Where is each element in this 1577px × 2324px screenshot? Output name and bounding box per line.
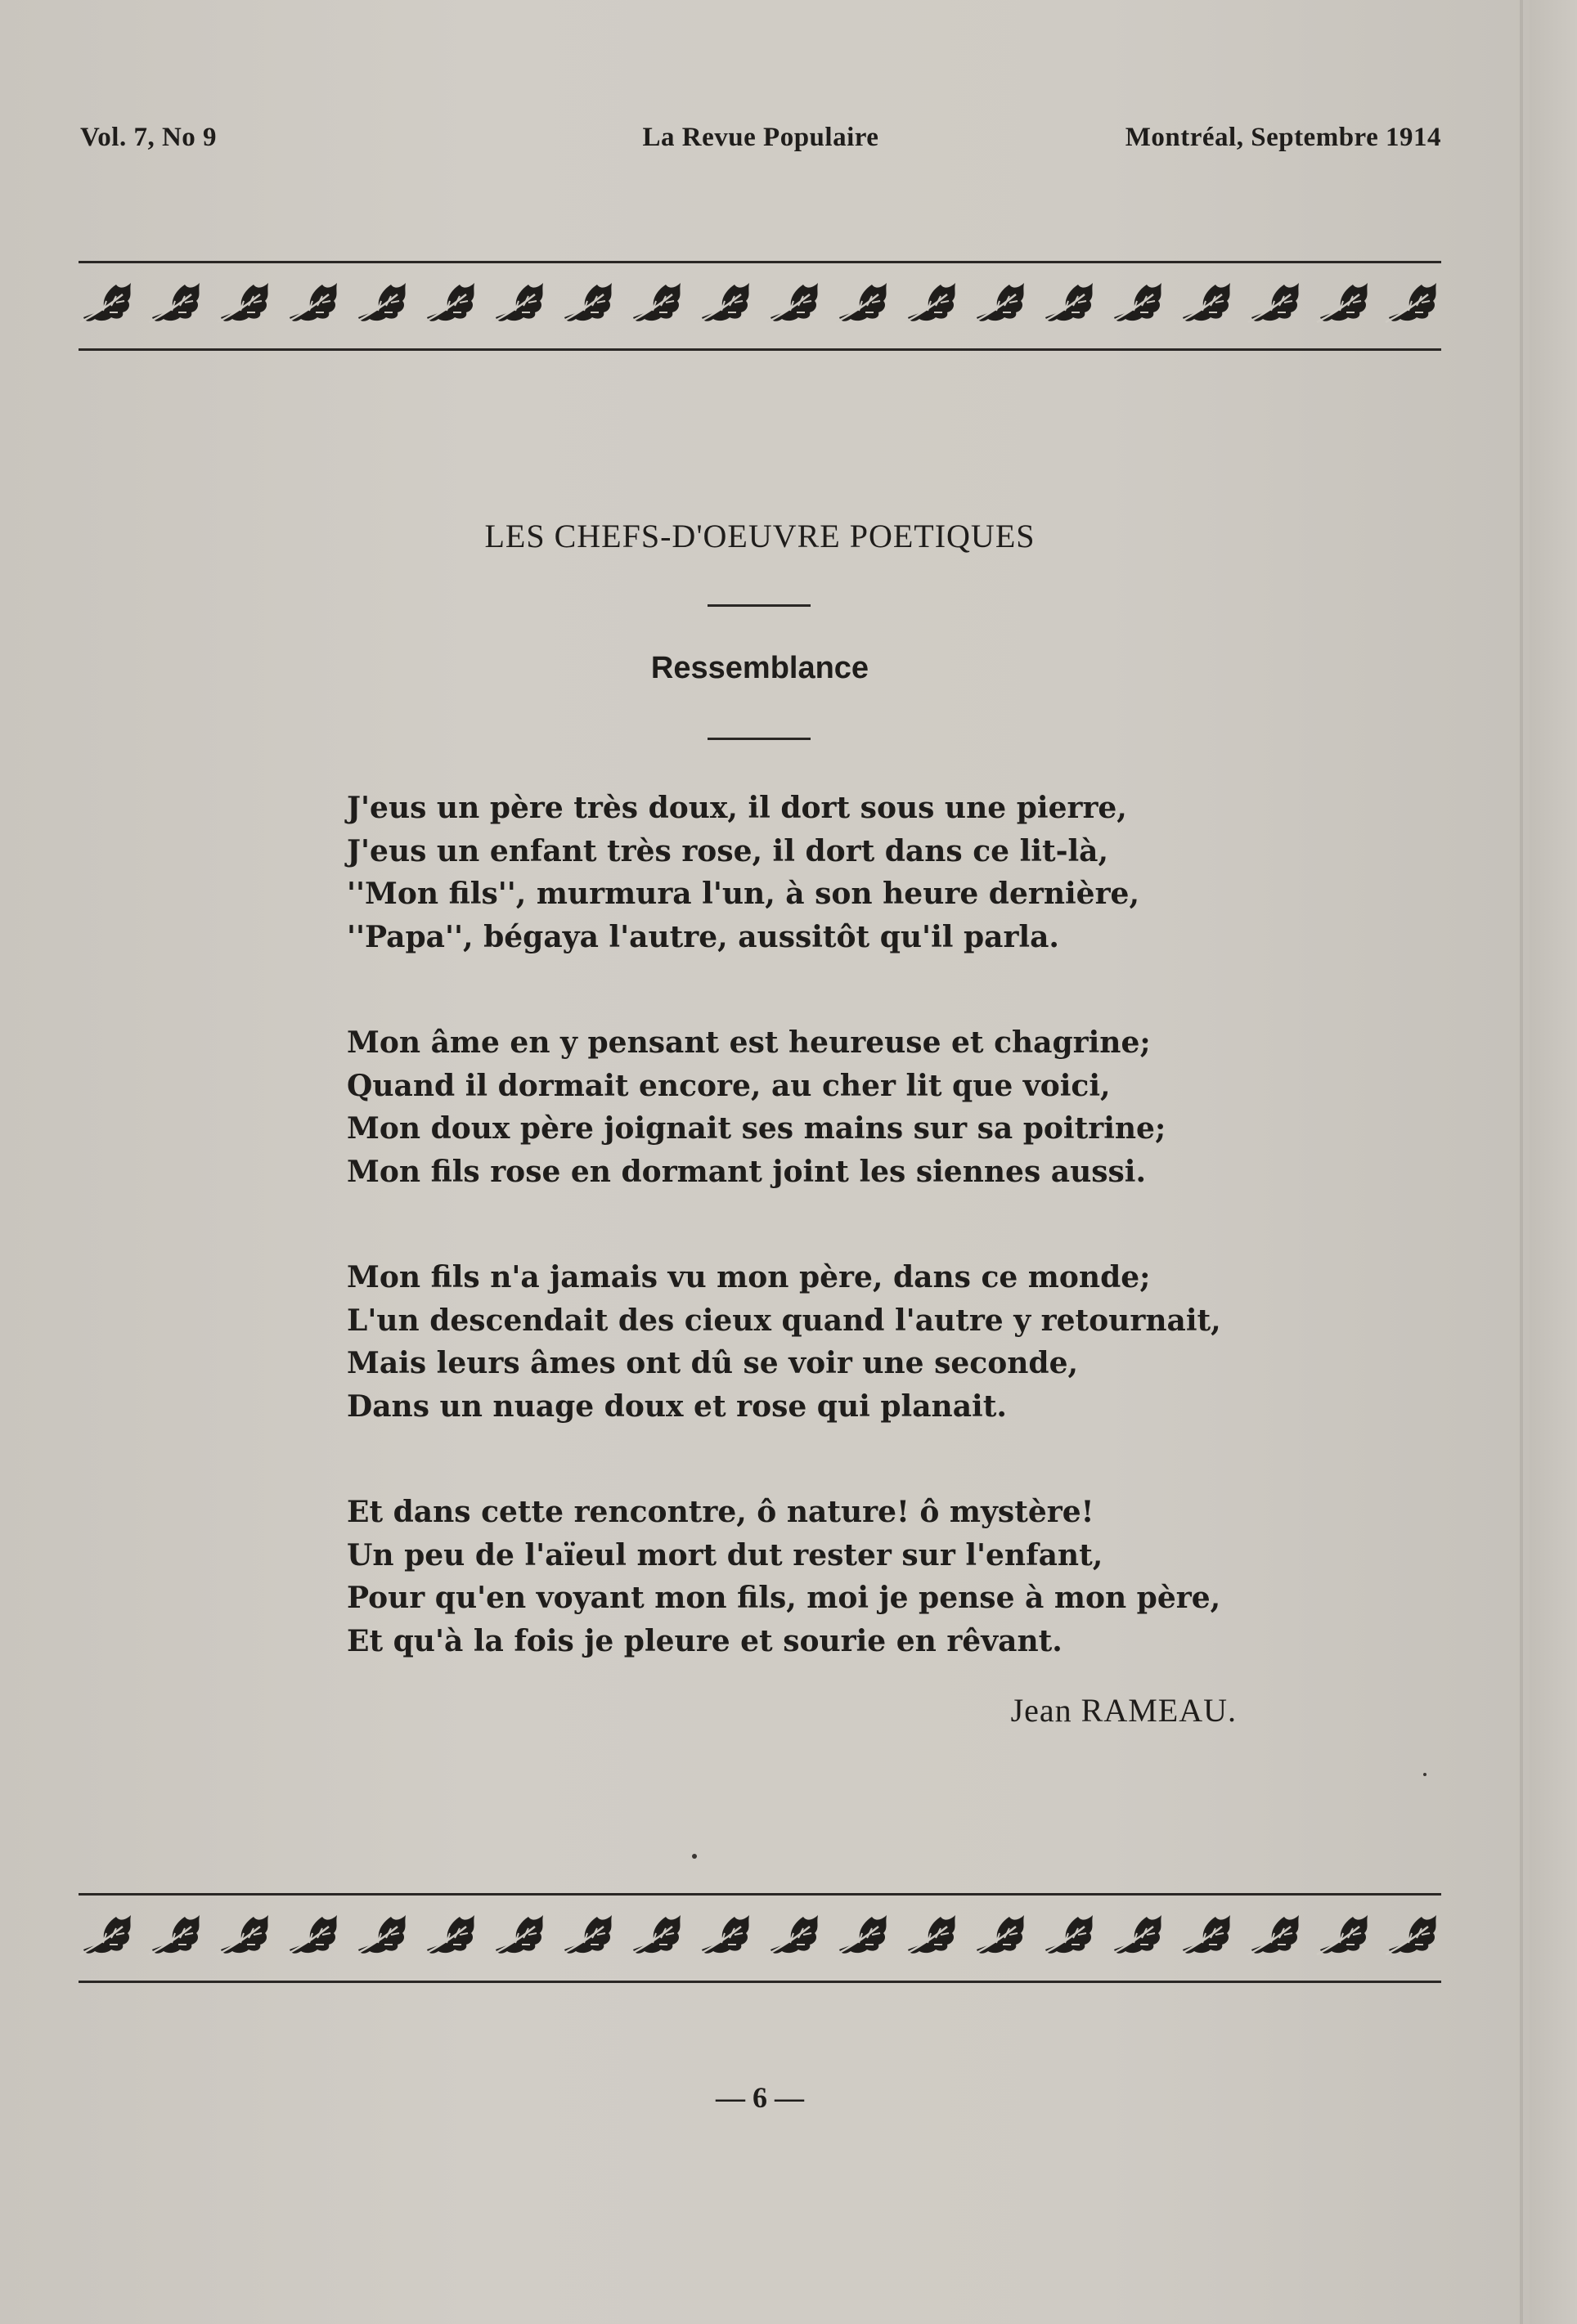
leaf-ornament-icon [422, 276, 479, 330]
ornament-rule [79, 1981, 1441, 1983]
leaf-ornament-icon [1178, 276, 1235, 330]
leaf-ornament-icon [1178, 1909, 1235, 1963]
leaf-ornament-icon [285, 1909, 342, 1963]
leaf-ornament-icon [559, 1909, 617, 1963]
leaf-ornament-icon [1247, 1909, 1304, 1963]
verse-line: J'eus un père très doux, il dort sous une pierre, [347, 791, 1127, 825]
leaf-ornament-icon [422, 1909, 479, 1963]
leaf-ornament-icon [147, 276, 204, 330]
leaf-ornament-icon [1109, 276, 1166, 330]
poem-author: Jean RAMEAU. [1010, 1692, 1237, 1729]
ornament-rule [79, 348, 1441, 351]
leaf-ornament-icon [559, 276, 617, 330]
leaf-ornament-icon [285, 276, 342, 330]
verse-line: Mais leurs âmes ont dû se voir une seconde, [347, 1346, 1079, 1380]
leaf-ornament-icon [1040, 1909, 1098, 1963]
leaf-ornament-icon [147, 1909, 204, 1963]
ink-speck [1423, 1773, 1426, 1776]
verse-line: Quand il dormait encore, au cher lit que voici, [347, 1068, 1111, 1103]
leaf-ornament-icon [353, 276, 411, 330]
verse-line: Mon fils rose en dormant joint les siennes aussi. [347, 1154, 1146, 1189]
heading-divider [708, 604, 811, 607]
verse-line: Et qu'à la fois je pleure et sourie en rêvant. [347, 1623, 1063, 1658]
leaf-ornament-icon [1384, 276, 1441, 330]
verse-line: L'un descendait des cieux quand l'autre y retournait, [347, 1303, 1221, 1338]
poem-title: Ressemblance [650, 651, 869, 685]
stanza [347, 1491, 1247, 1662]
leaf-ornament-icon [1040, 276, 1098, 330]
verse-line: ''Papa'', bégaya l'autre, aussitôt qu'il parla. [347, 919, 1059, 954]
section-heading: LES CHEFS-D'OEUVRE POETIQUES [484, 518, 1036, 554]
stanza [347, 1256, 1247, 1428]
page-edge [1530, 0, 1577, 2324]
leaf-ornament-icon [834, 1909, 892, 1963]
verse-line: Mon âme en y pensant est heureuse et chagrine; [347, 1025, 1151, 1060]
leaf-ornament-icon [628, 1909, 685, 1963]
leaf-ornament-icon [79, 1909, 136, 1963]
ornament-rule [79, 1893, 1441, 1896]
leaf-ornament-icon [834, 276, 892, 330]
ornament-band-top [79, 258, 1441, 355]
leaf-ornament-icon [79, 276, 136, 330]
leaf-ornament-icon [216, 276, 273, 330]
ornament-band-bottom [79, 1891, 1441, 1987]
verse-line: Mon fils n'a jamais vu mon père, dans ce monde; [347, 1260, 1151, 1294]
leaf-ornament-icon [697, 276, 754, 330]
verse-line: ''Mon fils'', murmura l'un, à son heure dernière, [347, 877, 1139, 911]
page-gutter [1520, 0, 1523, 2324]
leaf-ornament-icon [766, 1909, 823, 1963]
ink-speck [692, 1854, 697, 1859]
verse-line: J'eus un enfant très rose, il dort dans ce lit-là, [347, 833, 1109, 868]
leaf-ornament-icon [1109, 1909, 1166, 1963]
verse-line: Dans un nuage doux et rose qui planait. [347, 1389, 1007, 1424]
leaf-ornament-icon [216, 1909, 273, 1963]
leaf-ornament-icon [903, 276, 960, 330]
leaf-row [79, 276, 1441, 334]
leaf-ornament-icon [903, 1909, 960, 1963]
leaf-ornament-icon [491, 1909, 548, 1963]
verse-line: Et dans cette rencontre, ô nature! ô mystère! [347, 1495, 1094, 1529]
leaf-ornament-icon [353, 1909, 411, 1963]
stanza [347, 787, 1247, 958]
verse-line: Un peu de l'aïeul mort dut rester sur l'enfant, [347, 1537, 1103, 1573]
leaf-ornament-icon [766, 276, 823, 330]
leaf-ornament-icon [491, 276, 548, 330]
leaf-ornament-icon [1315, 1909, 1373, 1963]
leaf-ornament-icon [972, 1909, 1029, 1963]
page-number: — 6 — [716, 2081, 804, 2114]
volume-number: Vol. 7, No 9 [80, 123, 218, 152]
leaf-ornament-icon [1384, 1909, 1441, 1963]
leaf-ornament-icon [697, 1909, 754, 1963]
ornament-rule [79, 261, 1441, 263]
verse-line: Pour qu'en voyant mon fils, moi je pense à mon père, [347, 1581, 1221, 1615]
leaf-ornament-icon [628, 276, 685, 330]
running-head [80, 123, 1441, 164]
leaf-ornament-icon [972, 276, 1029, 330]
verse-line: Mon doux père joignait ses mains sur sa poitrine; [347, 1111, 1166, 1146]
stanza [347, 1021, 1247, 1193]
poem-body [347, 787, 1247, 1662]
issue-date: Montréal, Septembre 1914 [1125, 123, 1441, 152]
title-divider [708, 738, 811, 740]
leaf-row [79, 1909, 1441, 1966]
leaf-ornament-icon [1247, 276, 1304, 330]
leaf-ornament-icon [1315, 276, 1373, 330]
publication-title: La Revue Populaire [642, 123, 879, 152]
